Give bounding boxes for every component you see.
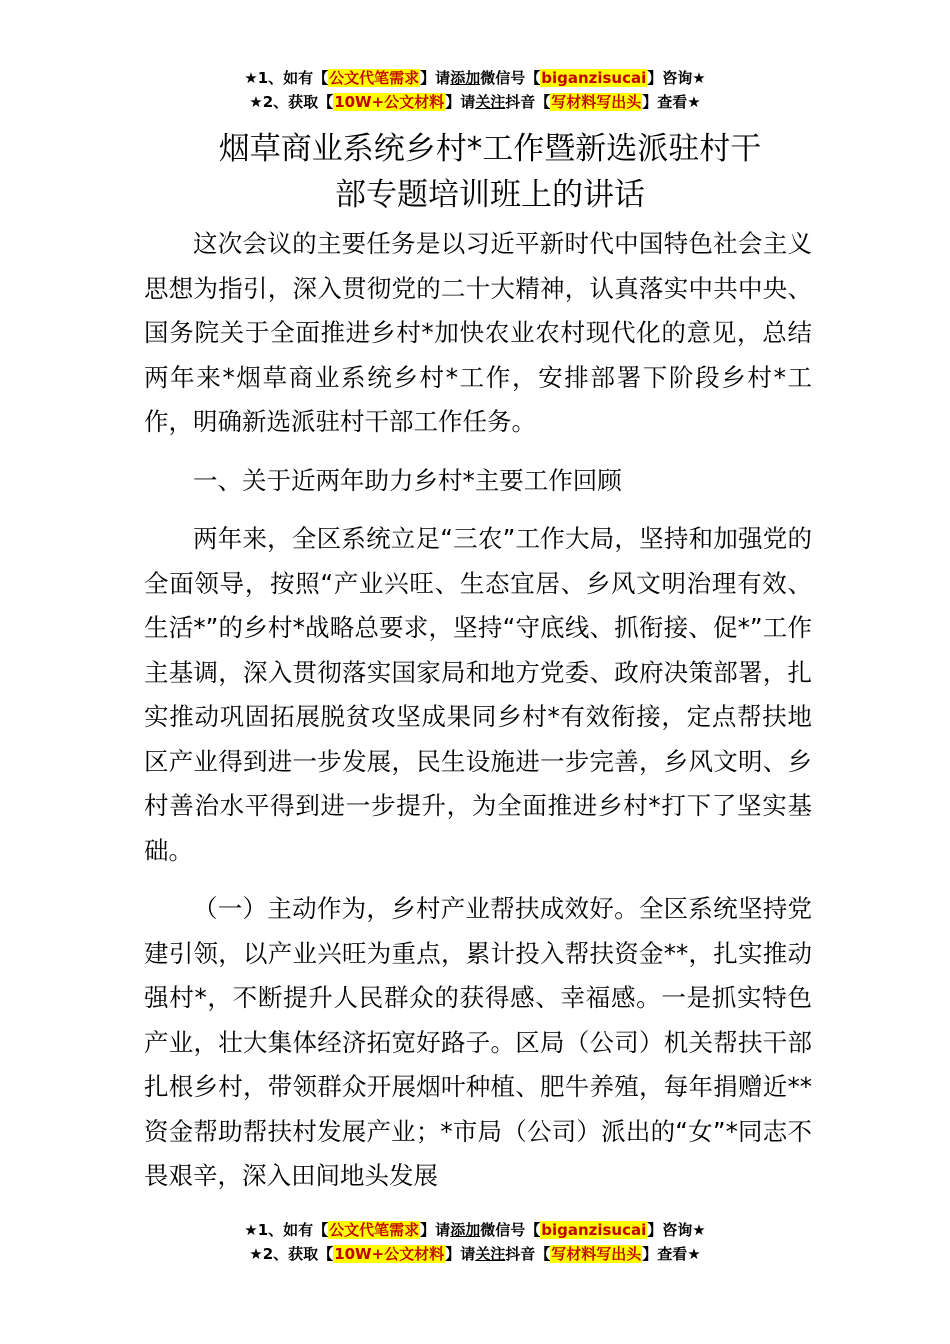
highlight-materials: 10W+公文材料 — [334, 1245, 445, 1263]
document-title — [140, 126, 840, 218]
header-promo-line-1: ★1、如有【公文代笔需求】请添加微信号【biganzisucai】咨询★ — [244, 69, 706, 87]
document-body — [144, 222, 812, 1199]
footer-promo — [0, 1218, 950, 1266]
highlight-wechat-id: biganzisucai — [541, 69, 647, 87]
highlight-service: 公文代笔需求 — [329, 1221, 420, 1239]
highlight-materials: 10W+公文材料 — [334, 93, 445, 111]
footer-promo-line-2: ★2、获取【10W+公文材料】请关注抖音【写材料写出头】查看★ — [249, 1245, 701, 1263]
paragraph-intro: 这次会议的主要任务是以习近平新时代中国特色社会主义思想为指引，深入贯彻党的二十大精神，认真落实中共中央、国务院关于全面推进乡村*加快农业农村现代化的意见，总结两年来*烟草商业系统乡村*工作，安排部署下阶段乡村*工作，明确新选派驻村干部工作任务。 — [144, 229, 812, 436]
paragraph-review: 两年来，全区系统立足“三农”工作大局，坚持和加强党的全面领导，按照“产业兴旺、生态宜居、乡风文明治理有效、生活*”的乡村*战略总要求，坚持“守底线、抓衔接、促*”工作主基调，深入贯彻落实国家局和地方党委、政府决策部署，扎实推动巩固拓展脱贫攻坚成果同乡村*有效衔接，定点帮扶地区产业得到进一步发展，民生设施进一步完善，乡风文明、乡村善治水平得到进一步提升，为全面推进乡村*打下了坚实基础。 — [144, 524, 812, 865]
footer-promo-line-1: ★1、如有【公文代笔需求】请添加微信号【biganzisucai】咨询★ — [244, 1221, 706, 1239]
title-line-1: 烟草商业系统乡村*工作暨新选派驻村干 — [218, 131, 762, 167]
title-line-2: 部专题培训班上的讲话 — [335, 177, 645, 213]
section-heading-1: 一、关于近两年助力乡村*主要工作回顾 — [193, 465, 622, 495]
header-promo-line-2: ★2、获取【10W+公文材料】请关注抖音【写材料写出头】查看★ — [249, 93, 701, 111]
header-promo — [0, 66, 950, 114]
highlight-service: 公文代笔需求 — [329, 69, 420, 87]
highlight-douyin-account: 写材料写出头 — [551, 1245, 642, 1263]
highlight-douyin-account: 写材料写出头 — [551, 93, 642, 111]
paragraph-subsection-1: （一）主动作为，乡村产业帮扶成效好。全区系统坚持党建引领，以产业兴旺为重点，累计投入帮扶资金**，扎实推动强村*，不断提升人民群众的获得感、幸福感。一是抓实特色产业，壮大集体经济拓宽好路子。区局（公司）机关帮扶干部扎根乡村，带领群众开展烟叶种植、肥牛养殖，每年捐赠近**资金帮助帮扶村发展产业；*市局（公司）派出的“女”*同志不畏艰辛，深入田间地头发展 — [144, 894, 812, 1190]
highlight-wechat-id: biganzisucai — [541, 1221, 647, 1239]
